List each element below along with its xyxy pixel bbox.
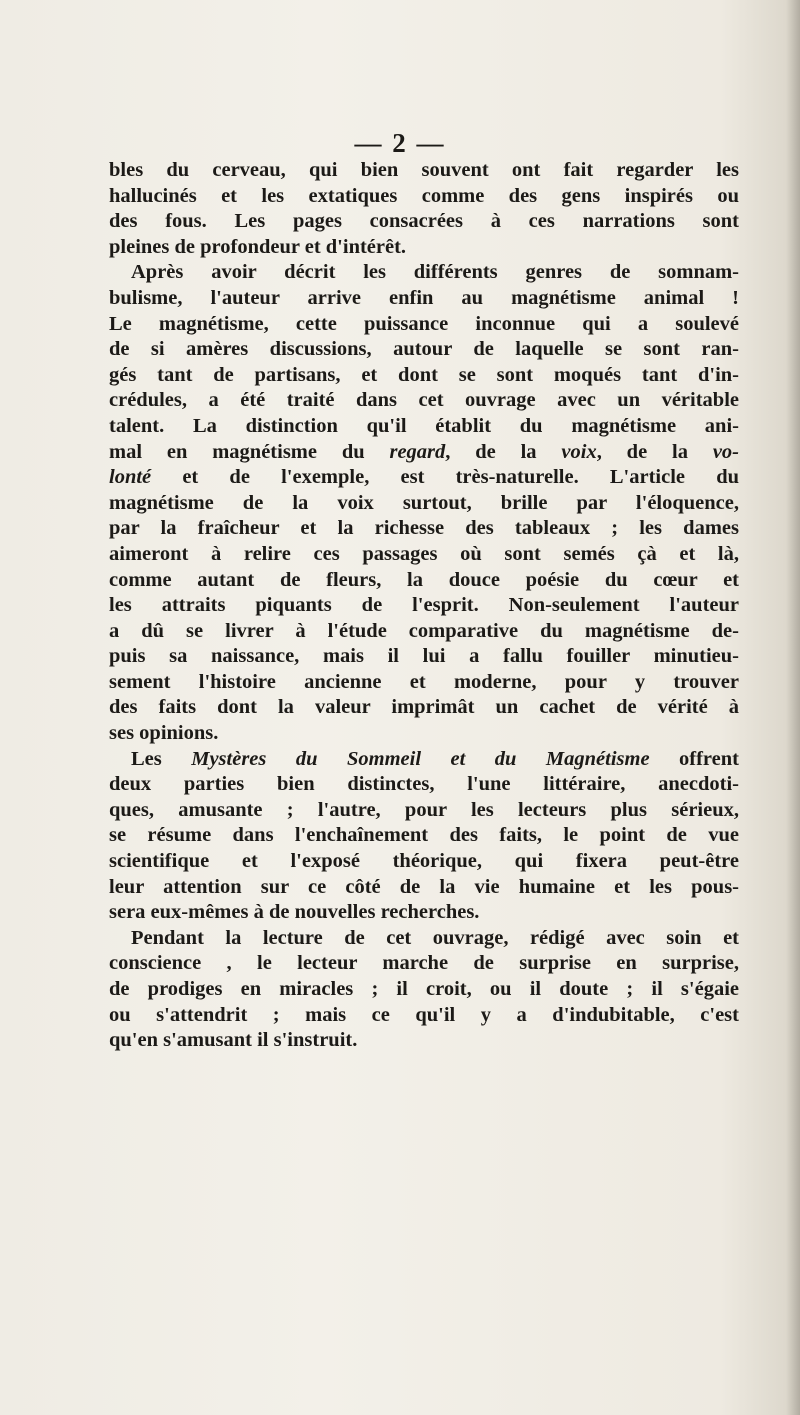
text-line: ses opinions. (109, 722, 219, 745)
paragraph (109, 926, 739, 1054)
text-line: leur attention sur ce côté de la vie humaine et les pous- (109, 875, 739, 898)
text-line: aimeront à relire ces passages où sont semés çà et là, (109, 542, 739, 565)
text-line: ou s'attendrit ; mais ce qu'il y a d'indubitable, c'est (109, 1003, 739, 1026)
text-line: qu'en s'amusant il s'instruit. (109, 1029, 358, 1052)
text-line: de si amères discussions, autour de laquelle se sont ran- (109, 338, 739, 361)
body-text (109, 158, 739, 1054)
text-line: lonté et de l'exemple, est très-naturelle. L'article du (109, 466, 739, 489)
text-line: Après avoir décrit les différents genres de somnam- (131, 261, 739, 284)
text-line: sement l'histoire ancienne et moderne, pour y trouver (109, 670, 739, 693)
text-line: bles du cerveau, qui bien souvent ont fait regarder les (109, 159, 739, 181)
text-line: bulisme, l'auteur arrive enfin au magnétisme animal ! (109, 286, 739, 309)
text-line: les attraits piquants de l'esprit. Non-seulement l'auteur (109, 594, 739, 617)
text-line: sera eux-mêmes à de nouvelles recherches. (109, 901, 480, 924)
paragraph (109, 158, 739, 260)
text-line: a dû se livrer à l'étude comparative du magnétisme de- (109, 619, 739, 642)
text-line: Le magnétisme, cette puissance inconnue qui a soulevé (109, 312, 739, 335)
text-line: de prodiges en miracles ; il croit, ou il doute ; il s'égaie (109, 978, 739, 1000)
page-number: — 2 — (354, 128, 446, 158)
text-line: talent. La distinction qu'il établit du magnétisme ani- (109, 414, 739, 437)
text-line: deux parties bien distinctes, l'une littéraire, anecdoti- (109, 773, 739, 796)
text-line: conscience , le lecteur marche de surprise en surprise, (109, 952, 739, 975)
text-line: gés tant de partisans, et dont se sont moqués tant d'in- (109, 363, 739, 386)
paragraph (109, 260, 739, 746)
text-line: comme autant de fleurs, la douce poésie du cœur et (109, 568, 739, 591)
text-line: Pendant la lecture de cet ouvrage, rédigé avec soin et (131, 926, 739, 949)
text-line: des fous. Les pages consacrées à ces narrations sont (109, 210, 739, 233)
text-line: par la fraîcheur et la richesse des tableaux ; les dames (109, 517, 739, 540)
text-line: hallucinés et les extatiques comme des gens inspirés ou (109, 184, 739, 207)
page-edge-shadow (786, 0, 800, 1415)
text-line: magnétisme de la voix surtout, brille par l'éloquence, (109, 491, 739, 514)
text-line: pleines de profondeur et d'intérêt. (109, 235, 407, 258)
text-line: ques, amusante ; l'autre, pour les lecteurs plus sérieux, (109, 798, 739, 821)
text-line: puis sa naissance, mais il lui a fallu fouiller minutieu- (109, 645, 739, 668)
text-line: des faits dont la valeur imprimât un cachet de vérité à (109, 696, 739, 719)
text-line: Les Mystères du Sommeil et du Magnétisme offrent (131, 747, 739, 770)
text-line: scientifique et l'exposé théorique, qui fixera peut-être (109, 850, 739, 873)
text-line: se résume dans l'enchaînement des faits, le point de vue (109, 824, 739, 847)
text-line: mal en magnétisme du regard, de la voix, de la vo- (109, 440, 740, 463)
text-line: crédules, a été traité dans cet ouvrage avec un véritable (109, 389, 739, 412)
paragraph (109, 747, 739, 926)
